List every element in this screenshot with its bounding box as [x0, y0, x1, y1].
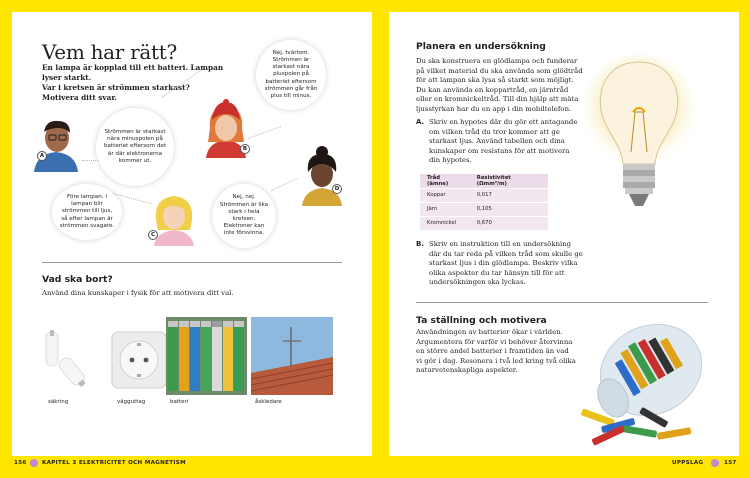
person-a-illustration	[28, 116, 86, 172]
table-cell: 0,017	[476, 192, 492, 198]
speech-bubble-a: Strömmen är starkast nära minuspolen på batteriet eftersom det är där elektronerna kommer ut.	[96, 108, 174, 186]
page-number-right: 157	[724, 460, 737, 466]
page-number-left: 156	[14, 460, 27, 466]
divider	[42, 262, 342, 263]
person-label-c: C	[148, 230, 158, 240]
table-header-resistivity: Resistivitet (Ωmm²/m)	[470, 174, 548, 188]
section-text-planera: Du ska konstruera en glödlampa och funderar på vilket material du ska använda som glödtråd för att lampan ska lysa så starkt som möjligt. Du kan använda en koppartråd, en järntråd eller en kromnickeltråd. Till din hjälp att mäta ljusstyrkan har du en app i din mobiltelefon.	[416, 57, 583, 113]
left-page	[12, 12, 372, 456]
section-title-vad-ska-bort: Vad ska bort?	[42, 274, 113, 285]
caption-socket: vägguttag	[117, 399, 146, 405]
task-b-letter: B.	[416, 240, 424, 248]
table-cell: 0,105	[476, 206, 492, 212]
task-a-text: Skriv en hypotes där du gör ett antagande om vilken tråd du tror kommer att ge starkast ljus. Använd tabellen och dina kunskaper om resistans för att motivera din hypotes.	[429, 118, 578, 164]
table-cell: 0,670	[476, 220, 492, 227]
batteries-image	[166, 317, 247, 395]
lightning-rod-image	[251, 317, 333, 395]
speech-bubble-d: Nej, nej. Strömmen är lika stark i hela kretsen. Elektroner kan inte försvinna.	[212, 184, 276, 248]
person-d-illustration	[294, 146, 350, 206]
table-row	[420, 188, 548, 202]
table-header-wire: Tråd (ämne)	[420, 174, 470, 188]
speech-bubble-b: Nej, tvärtom. Strömmen är starkast nära pluspolen på batteriet eftersom strömmen går från plus till minus.	[256, 40, 326, 110]
resistivity-table	[420, 174, 548, 230]
section-text-vad-ska-bort: Använd dina kunskaper i fysik för att motivera ditt val.	[42, 289, 234, 297]
spine-gutter	[372, 0, 389, 478]
table-cell: Järn	[427, 206, 438, 212]
speech-bubble-c: Före lampan. I lampan blir strömmen till ljus, så efter lampan är strömmen svagare.	[52, 184, 122, 240]
chapter-dot	[30, 459, 38, 467]
person-label-d: D	[332, 184, 342, 194]
caption-lightning-rod: åskledare	[255, 399, 282, 405]
table-cell: Kromnickel	[427, 220, 457, 227]
battery-jar-image	[561, 310, 711, 448]
fuse-image	[42, 330, 92, 392]
wall-socket-image	[110, 330, 168, 390]
right-page	[389, 12, 739, 456]
intro-text: En lampa är kopplad till ett batteri. Lampan lyser starkt. Var i kretsen är strömmen starkast? Motivera ditt svar.	[42, 63, 224, 102]
section-title-planera: Planera en undersökning	[416, 41, 546, 52]
table-header-row	[420, 174, 548, 188]
task-b-text: Skriv en instruktion till en undersökning där du tar reda på vilken tråd som skulle ge starkast ljus i din glödlampa. Beskriv vilka olika aspekter du tar hänsyn till för att undersökningen ska lyckas.	[429, 240, 583, 286]
page-title: Vem har rätt?	[42, 40, 177, 64]
person-label-b: B	[240, 144, 250, 154]
spread-dot	[711, 459, 719, 467]
section-text-ta-stallning: Användningen av batterier ökar i världen. Argumentera för varför vi behöver återvinna en större andel batterier i framtiden än vad vi gör i dag. Resonera i två led kring två olika naturvetenskapliga aspekter.	[416, 328, 576, 374]
task-a-letter: A.	[416, 118, 425, 126]
spread-label: UPPSLAG	[672, 460, 704, 466]
chapter-label: KAPITEL 3 ELEKTRICITET OCH MAGNETISM	[42, 460, 186, 466]
table-cell: Koppar	[427, 192, 446, 198]
table-row	[420, 202, 548, 216]
caption-fuse: säkring	[48, 399, 69, 405]
person-label-a: A	[37, 151, 47, 161]
divider	[416, 302, 708, 303]
table-row	[420, 216, 548, 230]
section-title-ta-stallning: Ta ställning och motivera	[416, 315, 547, 326]
caption-battery: batteri	[170, 399, 189, 405]
light-bulb-image	[579, 52, 699, 227]
